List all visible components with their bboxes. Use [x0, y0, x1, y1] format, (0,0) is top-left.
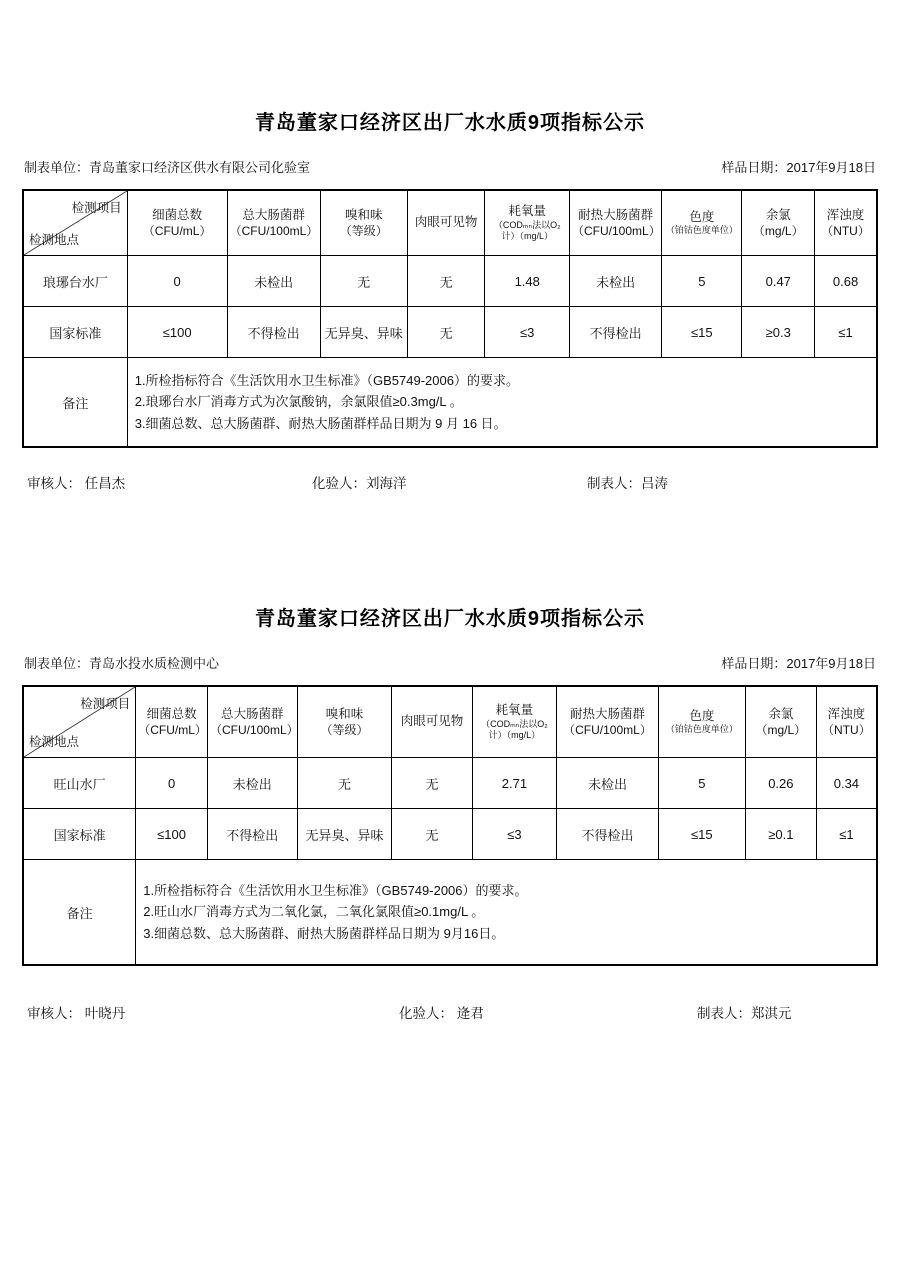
row-label: 琅琊台水厂	[23, 256, 127, 307]
data-cell: 0	[136, 758, 208, 809]
column-header-unit: （铂钴色度单位）	[665, 225, 738, 236]
column-header-label: 色度	[689, 209, 715, 224]
remark-line: 2.琅琊台水厂消毒方式为次氯酸钠，余氯限值≥0.3mg/L 。	[134, 394, 463, 410]
remarks-cell	[127, 358, 877, 448]
corner-label-site: 检测地点	[29, 233, 80, 247]
data-cell: ≤100	[127, 307, 227, 358]
column-header	[297, 686, 392, 758]
corner-cell	[23, 190, 127, 256]
header-row	[23, 686, 877, 758]
data-cell: 无异臭、异味	[320, 307, 407, 358]
preparer-signature: 制表人：吕涛	[587, 476, 668, 491]
data-cell: 不得检出	[227, 307, 320, 358]
table-row	[23, 256, 877, 307]
column-header-label: 余氯	[765, 207, 791, 222]
column-header	[816, 686, 877, 758]
remark-line: 3.细菌总数、总大肠菌群、耐热大肠菌群样品日期为 9 月 16 日。	[134, 415, 507, 431]
data-cell: ≤3	[472, 809, 557, 860]
notice-section-2	[0, 490, 900, 1020]
corner-label-items: 检测项目	[80, 697, 131, 711]
column-header-unit: （CFU/mL）	[138, 722, 207, 737]
row-label: 旺山水厂	[23, 758, 136, 809]
column-header	[745, 686, 816, 758]
column-header-label: 嗅和味	[344, 207, 383, 222]
notice-section-1	[0, 0, 900, 490]
column-header-unit: （等级）	[320, 722, 369, 737]
page-title: 青岛董家口经济区出厂水水质9项指标公示	[254, 608, 646, 630]
data-cell: 无	[392, 809, 472, 860]
signature-row	[24, 1002, 876, 1020]
tester-signature: 化验人：刘海洋	[312, 476, 407, 491]
column-header	[557, 686, 659, 758]
reviewer-signature: 审核人： 叶晓丹	[27, 1006, 126, 1021]
row-label: 国家标准	[23, 809, 136, 860]
column-header	[320, 190, 407, 256]
column-header-unit: （CFU/100mL）	[563, 722, 652, 737]
column-header-unit: （mg/L）	[752, 223, 804, 238]
data-cell: 0.47	[742, 256, 815, 307]
column-header-unit: （CFU/100mL）	[572, 223, 661, 238]
data-cell: 5	[662, 256, 742, 307]
remark-line: 1.所检指标符合《生活饮用水卫生标准》（GB5749-2006）的要求。	[134, 373, 519, 389]
column-header-label: 浑浊度	[827, 706, 866, 721]
data-cell: 无异臭、异味	[297, 809, 392, 860]
column-header-label: 耐热大肠菌群	[569, 706, 645, 721]
data-cell: ≤1	[815, 307, 877, 358]
remark-row	[23, 860, 877, 966]
data-cell: 2.71	[472, 758, 557, 809]
column-header-label: 耐热大肠菌群	[578, 207, 654, 222]
data-cell: ≥0.3	[742, 307, 815, 358]
column-header	[127, 190, 227, 256]
data-cell: 无	[407, 256, 485, 307]
column-header-label: 嗅和味	[325, 706, 364, 721]
data-cell: 1.48	[485, 256, 570, 307]
prepared-by-line: 制表单位：青岛水投水质检测中心	[24, 656, 220, 671]
remark-label: 备注	[23, 860, 136, 966]
column-header-unit: （CFU/100mL）	[209, 722, 299, 737]
corner-label-items: 检测项目	[71, 201, 122, 215]
data-cell: 无	[392, 758, 472, 809]
remark-line: 2.旺山水厂消毒方式为二氧化氯，二氧化氯限值≥0.1mg/L 。	[143, 904, 485, 920]
column-header-unit: （CFU/100mL）	[229, 223, 319, 238]
column-header-label: 色度	[689, 708, 715, 723]
data-cell: ≥0.1	[745, 809, 816, 860]
column-header-unit: （NTU）	[821, 223, 870, 238]
remark-line: 1.所检指标符合《生活饮用水卫生标准》（GB5749-2006）的要求。	[143, 883, 528, 899]
data-cell: 不得检出	[207, 809, 297, 860]
data-cell: 不得检出	[557, 809, 659, 860]
column-header	[658, 686, 745, 758]
column-header	[392, 686, 472, 758]
row-label: 国家标准	[23, 307, 127, 358]
column-header-unit: （mg/L）	[755, 722, 807, 737]
reviewer-signature: 审核人： 任昌杰	[27, 476, 126, 491]
column-header-label: 细菌总数	[152, 207, 203, 222]
table-row	[23, 809, 877, 860]
data-cell: ≤15	[662, 307, 742, 358]
data-cell: ≤100	[136, 809, 208, 860]
column-header-unit: （CODₘₙ法以O₂计）（mg/L）	[493, 220, 561, 241]
column-header-label: 肉眼可见物	[414, 215, 478, 230]
meta-row	[24, 653, 876, 672]
data-cell: 未检出	[227, 256, 320, 307]
data-cell: 0.34	[816, 758, 877, 809]
column-header-label: 细菌总数	[146, 706, 197, 721]
column-header	[472, 686, 557, 758]
data-cell: ≤1	[816, 809, 877, 860]
column-header-label: 肉眼可见物	[400, 714, 464, 729]
data-cell: 0	[127, 256, 227, 307]
water-quality-table-2	[22, 685, 878, 966]
column-header-unit: （NTU）	[822, 722, 871, 737]
corner-label-site: 检测地点	[29, 735, 80, 749]
column-header	[207, 686, 297, 758]
sample-date-line: 样品日期：2017年9月18日	[721, 160, 876, 175]
tester-signature: 化验人： 逄君	[399, 1006, 484, 1021]
data-cell: 0.68	[815, 256, 877, 307]
meta-row	[24, 157, 876, 176]
corner-cell	[23, 686, 136, 758]
remark-label: 备注	[23, 358, 127, 448]
column-header-label: 浑浊度	[826, 207, 865, 222]
signature-row	[24, 472, 876, 490]
column-header	[742, 190, 815, 256]
column-header	[485, 190, 570, 256]
header-row	[23, 190, 877, 256]
data-cell: 未检出	[570, 256, 662, 307]
column-header-unit: （CFU/mL）	[142, 223, 212, 238]
column-header-unit: （CODₘₙ法以O₂计）（mg/L）	[481, 719, 548, 740]
column-header-label: 总大肠菌群	[221, 706, 284, 721]
page-title: 青岛董家口经济区出厂水水质9项指标公示	[254, 112, 646, 134]
preparer-signature: 制表人：郑淇元	[697, 1006, 792, 1021]
column-header	[815, 190, 877, 256]
water-quality-table-1	[22, 189, 878, 448]
data-cell: 5	[658, 758, 745, 809]
column-header	[662, 190, 742, 256]
data-cell: 无	[320, 256, 407, 307]
column-header	[570, 190, 662, 256]
column-header-unit: （等级）	[339, 223, 388, 238]
table-row	[23, 758, 877, 809]
data-cell: 未检出	[557, 758, 659, 809]
remark-row	[23, 358, 877, 448]
column-header-label: 余氯	[768, 706, 794, 721]
data-cell: ≤3	[485, 307, 570, 358]
column-header	[227, 190, 320, 256]
data-cell: 无	[407, 307, 485, 358]
column-header	[407, 190, 485, 256]
data-cell: 0.26	[745, 758, 816, 809]
data-cell: 未检出	[207, 758, 297, 809]
column-header	[136, 686, 208, 758]
column-header-label: 耗氧量	[508, 204, 546, 219]
remarks-cell	[136, 860, 877, 966]
column-header-unit: （铂钴色度单位）	[665, 724, 738, 735]
data-cell: 不得检出	[570, 307, 662, 358]
table-row	[23, 307, 877, 358]
prepared-by-line: 制表单位：青岛董家口经济区供水有限公司化验室	[24, 160, 311, 175]
sample-date-line: 样品日期：2017年9月18日	[721, 656, 876, 671]
data-cell: ≤15	[658, 809, 745, 860]
data-cell: 无	[297, 758, 392, 809]
remark-line: 3.细菌总数、总大肠菌群、耐热大肠菌群样品日期为 9月16日。	[143, 925, 505, 941]
column-header-label: 总大肠菌群	[242, 207, 305, 222]
column-header-label: 耗氧量	[495, 703, 534, 718]
